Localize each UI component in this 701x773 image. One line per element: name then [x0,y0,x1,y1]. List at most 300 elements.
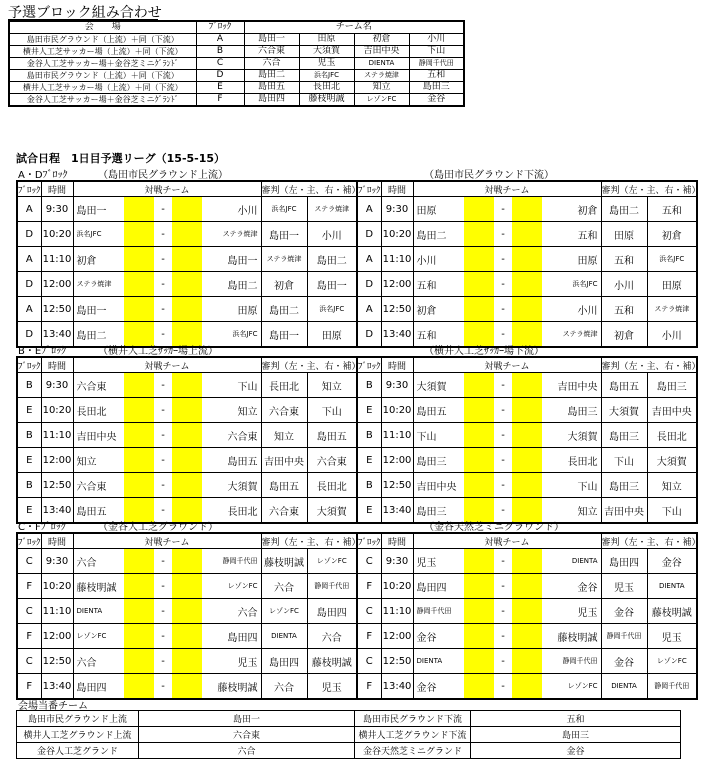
match-block: F [17,674,41,700]
vs-dash: - [494,599,512,624]
referee-assist: 長田北 [647,423,697,448]
header-referee: 審判（左・主、右・補） [601,357,697,373]
score-box [124,398,154,423]
away-team: 島田三 [542,398,601,423]
duty-team: 五和 [471,711,681,727]
block-venue: 島田市民グラウンド（上流）＋同（下流） [9,34,196,46]
block-row [9,82,464,94]
away-team: 六合 [202,599,261,624]
score-box [464,473,494,498]
schedule-title: 試合日程 1日目予選リーグ（15-5-15） [16,152,226,165]
match-row [17,423,697,448]
duty-venue: 金谷天然芝ミニグランド [355,743,471,759]
referee-main: DIENTA [601,674,647,700]
header-referee: 審判（左・主、右・補） [261,181,357,197]
referee-assist: 静岡千代田 [647,674,697,700]
block-row [9,34,464,46]
schedule-table [16,356,701,524]
home-team: 島田一 [73,197,124,222]
referee-main: 金谷 [601,599,647,624]
match-time: 12:50 [41,297,73,322]
block-team: 藤枝明誠 [299,94,354,107]
score-box [512,197,542,222]
referee-main: レゾンFC [261,599,307,624]
match-block: A [17,297,41,322]
duty-title: 会場当番チーム [18,701,88,712]
match-time: 10:20 [41,398,73,423]
score-box [124,574,154,599]
duty-venue: 横井人工芝グラウンド上流 [17,727,139,743]
score-box [512,574,542,599]
score-box [512,624,542,649]
referee-main: 島田一 [261,322,307,348]
vs-dash: - [494,624,512,649]
score-box [512,222,542,247]
match-time: 9:30 [381,373,413,398]
vs-dash: - [154,674,172,700]
duty-venue: 島田市民グラウンド上流 [17,711,139,727]
referee-assist: 吉田中央 [647,398,697,423]
match-time: 10:20 [381,574,413,599]
score-box [512,398,542,423]
schedule-table [16,532,701,700]
block-team: 知立 [354,82,409,94]
home-team: 大須賀 [413,373,464,398]
referee-main: 藤枝明誠 [261,549,307,574]
home-team: 浜名JFC [73,222,124,247]
referee-assist: 島田五 [307,423,357,448]
home-team: 六合東 [73,473,124,498]
score-box [464,649,494,674]
away-team: 知立 [542,498,601,524]
header-time: 時間 [381,181,413,197]
match-block: D [357,272,381,297]
score-box [124,423,154,448]
score-box [172,272,202,297]
home-team: 金谷 [413,674,464,700]
block-team: 五和 [409,70,464,82]
referee-assist: 島田二 [307,247,357,272]
home-team: 下山 [413,423,464,448]
block-team: 六合 [244,58,299,70]
block-letter: C [196,58,244,70]
home-team: 金谷 [413,624,464,649]
block-team: DIENTA [354,58,409,70]
vs-dash: - [154,247,172,272]
score-box [124,649,154,674]
header-time: 時間 [41,181,73,197]
vs-dash: - [154,272,172,297]
block-team: 大須賀 [299,46,354,58]
block-team: レゾンFC [354,94,409,107]
score-box [172,197,202,222]
block-venue: 島田市民グラウンド（上流）＋同（下流） [9,70,196,82]
referee-assist: 大須賀 [647,448,697,473]
referee-assist: 藤枝明誠 [307,649,357,674]
home-team: 島田三 [413,498,464,524]
referee-main: 五和 [601,247,647,272]
score-box [464,197,494,222]
match-time: 13:40 [41,498,73,524]
score-box [172,247,202,272]
vs-dash: - [154,649,172,674]
referee-main: 島田四 [261,649,307,674]
score-box [512,373,542,398]
block-row [9,46,464,58]
referee-main: 吉田中央 [601,498,647,524]
block-venue: 横井人工芝サッカー場（上流）＋同（下流） [9,82,196,94]
match-block: E [357,398,381,423]
home-team: 島田二 [73,322,124,348]
referee-assist: 五和 [647,197,697,222]
block-row [9,70,464,82]
vs-dash: - [494,473,512,498]
header-block: ﾌﾞﾛｯｸ [357,181,381,197]
match-time: 12:50 [41,649,73,674]
home-team: 島田四 [413,574,464,599]
score-box [512,549,542,574]
duty-team: 島田三 [471,727,681,743]
block-team: 下山 [409,46,464,58]
duty-venue: 島田市民グラウンド下流 [355,711,471,727]
score-box [172,297,202,322]
referee-assist: 下山 [647,498,697,524]
score-box [124,473,154,498]
away-team: 大須賀 [202,473,261,498]
home-team: 吉田中央 [413,473,464,498]
duty-team: 六合 [139,743,355,759]
match-block: A [357,247,381,272]
home-team: 吉田中央 [73,423,124,448]
match-block: D [17,322,41,348]
score-box [464,272,494,297]
home-team: 静岡千代田 [413,599,464,624]
section-label: B・Eﾌﾞﾛｯｸ [18,346,67,357]
away-team: レゾンFC [202,574,261,599]
match-block: C [17,649,41,674]
match-row [17,272,697,297]
vs-dash: - [154,473,172,498]
referee-main: 島田二 [261,297,307,322]
block-team: 金谷 [409,94,464,107]
score-box [512,599,542,624]
duty-team: 六合東 [139,727,355,743]
header-time: 時間 [381,533,413,549]
home-team: 長田北 [73,398,124,423]
score-box [512,423,542,448]
score-box [512,674,542,700]
away-team: 金谷 [542,574,601,599]
home-team: DIENTA [73,599,124,624]
score-box [172,222,202,247]
referee-main: 初倉 [261,272,307,297]
vs-dash: - [154,423,172,448]
referee-assist: 金谷 [647,549,697,574]
score-box [172,599,202,624]
score-box [464,423,494,448]
match-time: 11:10 [41,423,73,448]
home-team: 島田三 [413,448,464,473]
match-block: D [357,222,381,247]
section-label: A・Dﾌﾞﾛｯｸ [18,170,68,181]
referee-assist: 知立 [647,473,697,498]
referee-main: 小川 [601,272,647,297]
block-row [9,58,464,70]
score-box [124,549,154,574]
block-team: 児玉 [299,58,354,70]
vs-dash: - [494,222,512,247]
block-venue: 金谷人工芝サッカー場＋金谷芝ミニｸﾞﾗﾝﾄﾞ [9,94,196,107]
match-time: 11:10 [381,599,413,624]
match-row [17,674,697,700]
vs-dash: - [154,574,172,599]
match-row [17,624,697,649]
referee-assist: 島田三 [647,373,697,398]
match-block: C [17,549,41,574]
schedule-header-row [17,533,697,549]
referee-assist: 知立 [307,373,357,398]
header-time: 時間 [381,357,413,373]
away-team: 藤枝明誠 [202,674,261,700]
match-time: 9:30 [41,549,73,574]
referee-assist: DIENTA [647,574,697,599]
match-time: 12:00 [381,448,413,473]
referee-assist: 島田一 [307,272,357,297]
match-block: B [357,423,381,448]
block-team: 浜名JFC [299,70,354,82]
match-block: B [357,373,381,398]
away-team: 長田北 [542,448,601,473]
header-match: 対戦チーム [73,181,261,197]
vs-dash: - [494,423,512,448]
referee-assist: 小川 [307,222,357,247]
referee-assist: 大須賀 [307,498,357,524]
match-block: C [17,599,41,624]
block-letter: E [196,82,244,94]
referee-assist: 長田北 [307,473,357,498]
away-team: 浜名JFC [542,272,601,297]
block-team: 長田北 [299,82,354,94]
referee-main: 島田三 [601,423,647,448]
header-block: ﾌﾞﾛｯｸ [17,533,41,549]
referee-main: 田原 [601,222,647,247]
away-team: 浜名JFC [202,322,261,348]
referee-main: 六合東 [261,498,307,524]
match-block: E [357,448,381,473]
referee-assist: ステラ焼津 [307,197,357,222]
score-box [512,649,542,674]
home-team: レゾンFC [73,624,124,649]
vs-dash: - [494,448,512,473]
away-team: 島田一 [202,247,261,272]
home-team: 知立 [73,448,124,473]
referee-assist: 藤枝明誠 [647,599,697,624]
match-block: E [17,448,41,473]
match-time: 12:00 [381,624,413,649]
home-team: 島田四 [73,674,124,700]
score-box [172,649,202,674]
match-row [17,549,697,574]
block-team: 島田三 [409,82,464,94]
score-box [512,297,542,322]
home-team: DIENTA [413,649,464,674]
home-team: 五和 [413,272,464,297]
right-venue-label: （横井人工芝ｻｯｶｰ場下流） [424,346,544,357]
away-team: 島田四 [202,624,261,649]
score-box [124,624,154,649]
vs-dash: - [494,272,512,297]
match-time: 12:00 [41,272,73,297]
score-box [124,197,154,222]
score-box [124,448,154,473]
referee-assist: 六合 [307,624,357,649]
duty-row [17,711,681,727]
vs-dash: - [154,197,172,222]
score-box [464,448,494,473]
away-team: 島田二 [202,272,261,297]
referee-main: 島田三 [601,473,647,498]
block-team: ステラ焼津 [354,70,409,82]
match-block: D [17,222,41,247]
match-row [17,448,697,473]
block-team: 島田一 [244,34,299,46]
vs-dash: - [154,549,172,574]
match-row [17,222,697,247]
match-block: E [17,398,41,423]
block-venue: 金谷人工芝サッカー場＋金谷芝ミニｸﾞﾗﾝﾄﾞ [9,58,196,70]
duty-venue: 横井人工芝グラウンド下流 [355,727,471,743]
away-team: 児玉 [542,599,601,624]
block-team: 島田四 [244,94,299,107]
referee-main: 六合 [261,674,307,700]
score-box [124,272,154,297]
vs-dash: - [494,247,512,272]
away-team: 小川 [202,197,261,222]
referee-assist: 児玉 [307,674,357,700]
match-time: 13:40 [381,322,413,348]
header-referee: 審判（左・主、右・補） [601,181,697,197]
score-box [172,423,202,448]
away-team: 藤枝明誠 [542,624,601,649]
vs-dash: - [494,674,512,700]
match-block: F [357,674,381,700]
match-block: B [17,473,41,498]
score-box [124,222,154,247]
vs-dash: - [154,398,172,423]
score-box [464,373,494,398]
header-match: 対戦チーム [73,533,261,549]
match-block: F [17,574,41,599]
referee-main: 長田北 [261,373,307,398]
referee-main: 下山 [601,448,647,473]
referee-assist: 浜名JFC [307,297,357,322]
referee-assist: 浜名JFC [647,247,697,272]
home-team: 初倉 [413,297,464,322]
referee-assist: 小川 [647,322,697,348]
away-team: 児玉 [202,649,261,674]
match-row [17,297,697,322]
referee-main: ステラ焼津 [261,247,307,272]
match-block: F [357,574,381,599]
score-box [512,272,542,297]
schedule-header-row [17,357,697,373]
match-time: 12:00 [381,272,413,297]
referee-main: 大須賀 [601,398,647,423]
match-time: 12:50 [381,473,413,498]
score-box [172,674,202,700]
match-time: 10:20 [41,574,73,599]
score-box [124,674,154,700]
vs-dash: - [494,549,512,574]
right-venue-label: （金谷天然芝ミニグラウンド） [424,522,564,533]
match-row [17,473,697,498]
away-team: 初倉 [542,197,601,222]
score-box [464,549,494,574]
referee-main: 六合 [261,574,307,599]
block-table [8,20,465,107]
section-label: C・Fﾌﾞﾛｯｸ [18,522,66,533]
vs-dash: - [494,498,512,524]
away-team: 島田五 [202,448,261,473]
schedule-table [16,180,701,348]
home-team: 島田五 [413,398,464,423]
match-row [17,649,697,674]
referee-main: DIENTA [261,624,307,649]
block-letter: A [196,34,244,46]
header-time: 時間 [41,357,73,373]
match-time: 13:40 [41,322,73,348]
score-box [464,297,494,322]
match-block: B [357,473,381,498]
match-time: 11:10 [41,247,73,272]
match-row [17,197,697,222]
header-match: 対戦チーム [73,357,261,373]
vs-dash: - [494,322,512,348]
referee-main: 島田五 [261,473,307,498]
match-block: C [357,549,381,574]
duty-row [17,743,681,759]
match-block: F [357,624,381,649]
score-box [172,373,202,398]
away-team: 五和 [542,222,601,247]
referee-assist: 静岡千代田 [307,574,357,599]
left-venue-label: （横井人工芝ｻｯｶｰ場上流） [98,346,218,357]
match-time: 9:30 [41,373,73,398]
score-box [464,247,494,272]
duty-table [16,710,681,759]
block-team: 六合東 [244,46,299,58]
match-time: 13:40 [381,674,413,700]
header-referee: 審判（左・主、右・補） [261,357,357,373]
header-match: 対戦チーム [413,533,601,549]
score-box [464,574,494,599]
match-block: B [17,423,41,448]
home-team: 藤枝明誠 [73,574,124,599]
match-time: 11:10 [381,247,413,272]
match-time: 10:20 [381,222,413,247]
vs-dash: - [154,222,172,247]
score-box [512,247,542,272]
header-teams: チーム名 [244,21,464,34]
away-team: 静岡千代田 [542,649,601,674]
away-team: 吉田中央 [542,373,601,398]
score-box [172,624,202,649]
away-team: 小川 [542,297,601,322]
match-block: E [17,498,41,524]
block-team: 田原 [299,34,354,46]
referee-main: 島田二 [601,197,647,222]
match-time: 13:40 [41,674,73,700]
